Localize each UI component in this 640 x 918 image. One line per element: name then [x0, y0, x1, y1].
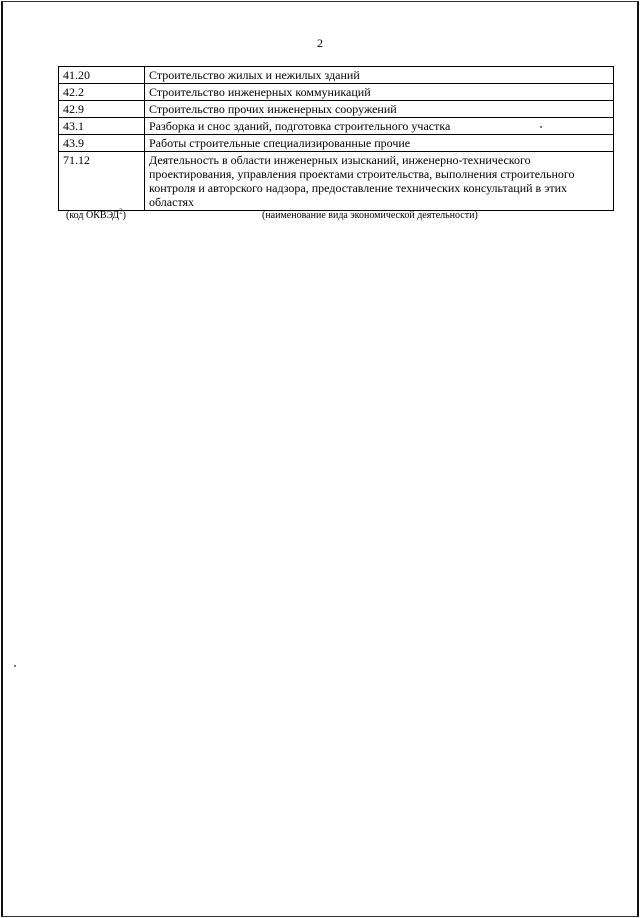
footnote-marker: 2: [119, 207, 123, 216]
activity-name-cell: Деятельность в области инженерных изысканий, инженерно-технического проектирования, управления проектами строительства, выполнения строительного контроля и авторского надзора, предоставление технических консультаций в этих областях: [145, 152, 614, 211]
okved-code-cell: 43.1: [59, 118, 145, 135]
scan-speck: [540, 126, 542, 128]
table-row: [59, 67, 614, 84]
okved-code-cell: 42.2: [59, 84, 145, 101]
activity-name-cell: Разборка и снос зданий, подготовка строительного участка: [145, 118, 614, 135]
activity-name-cell: Работы строительные специализированные прочие: [145, 135, 614, 152]
okved-table: [58, 66, 614, 211]
activity-name-cell: Строительство инженерных коммуникаций: [145, 84, 614, 101]
activity-name-cell: Строительство жилых и нежилых зданий: [145, 67, 614, 84]
okved-code-cell: 71.12: [59, 152, 145, 211]
table-row: [59, 135, 614, 152]
table-row: [59, 84, 614, 101]
activity-name-caption: (наименование вида экономической деятельности): [262, 210, 478, 221]
okved-code-cell: 42.9: [59, 101, 145, 118]
table-row: [59, 118, 614, 135]
scan-speck: [14, 665, 16, 667]
okved-code-caption: (код ОКВЭД$^2$): [66, 207, 126, 221]
page-number: 2: [317, 36, 323, 50]
activity-name-cell: Строительство прочих инженерных сооружений: [145, 101, 614, 118]
table-row: [59, 152, 614, 211]
okved-code-cell: 41.20: [59, 67, 145, 84]
table-row: [59, 101, 614, 118]
okved-code-cell: 43.9: [59, 135, 145, 152]
